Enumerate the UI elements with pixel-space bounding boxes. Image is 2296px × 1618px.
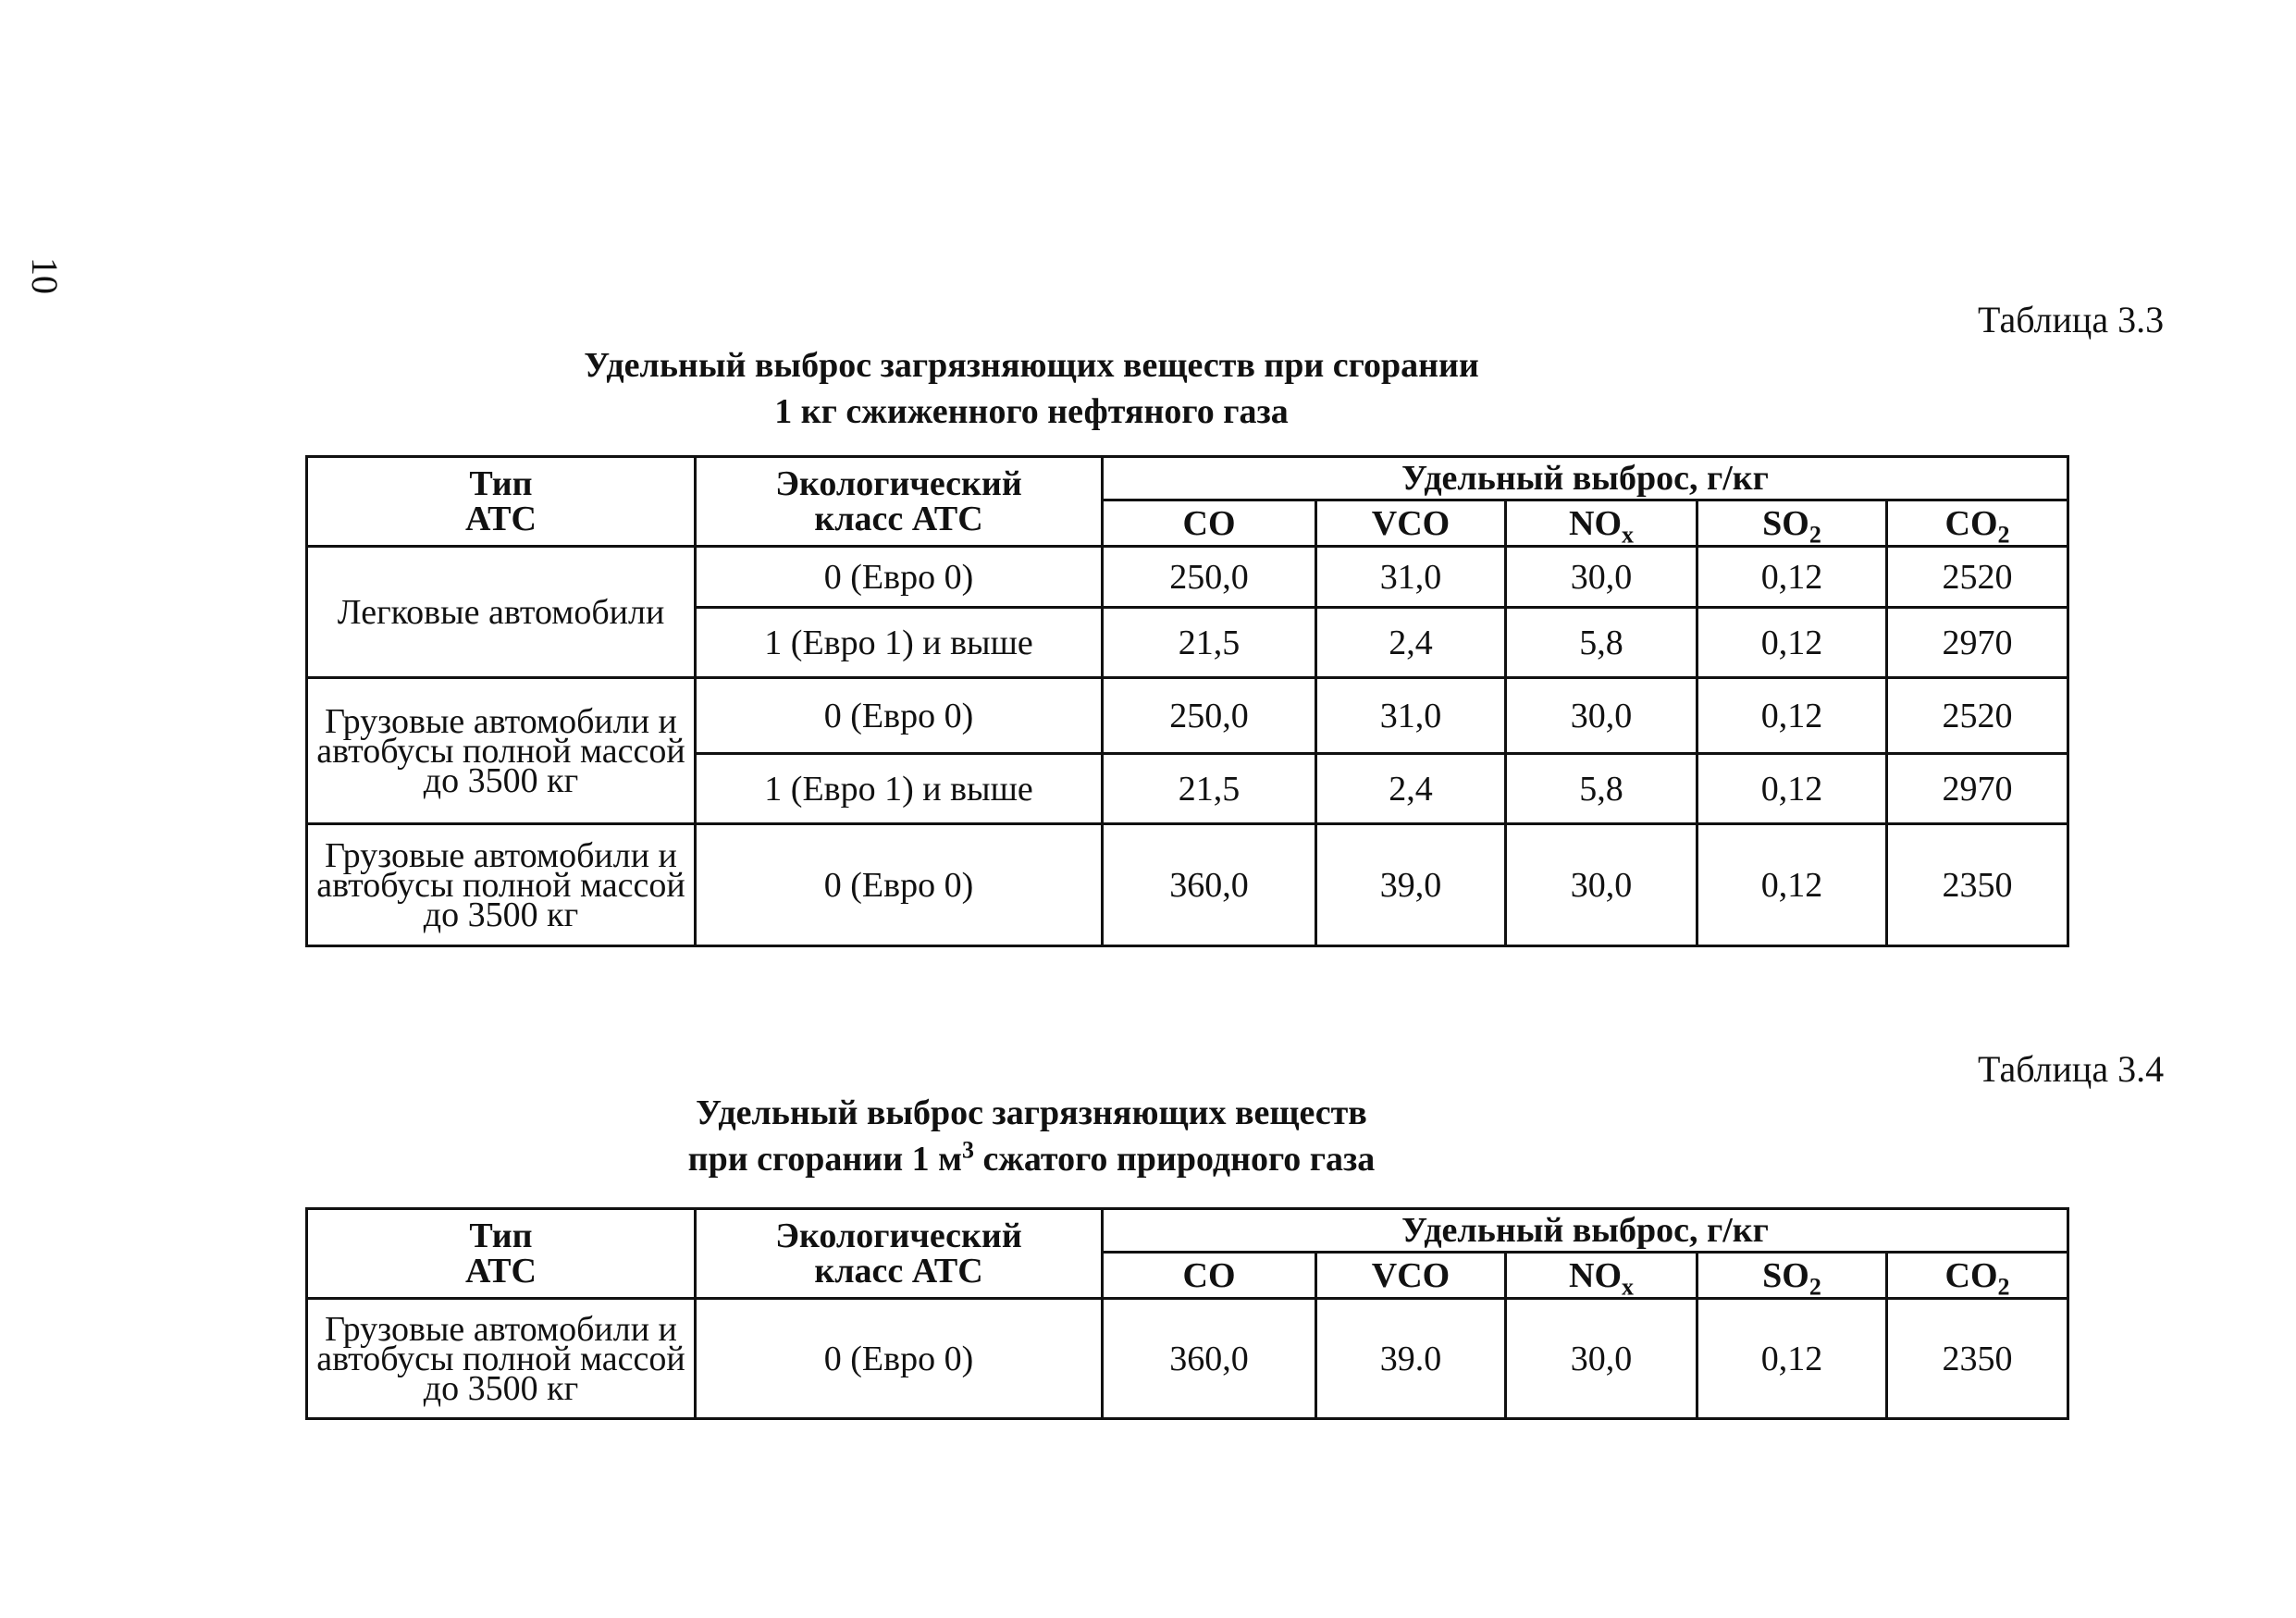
co-cell: 21,5 xyxy=(1103,608,1316,678)
header-vehicle-type xyxy=(307,457,696,547)
header-text: Тип xyxy=(469,464,533,503)
co-cell: 250,0 xyxy=(1103,678,1316,754)
header-subscript: 2 xyxy=(1808,521,1821,549)
vco-cell: 39,0 xyxy=(1316,824,1506,946)
table-label: Таблица 3.4 xyxy=(1978,1048,2165,1090)
vco-cell: 2,4 xyxy=(1316,754,1506,824)
title-text: сжатого природного газа xyxy=(973,1140,1376,1179)
header-subscript: 2 xyxy=(1997,1273,2010,1301)
so2-cell: 0,12 xyxy=(1697,754,1887,824)
header-text: NO xyxy=(1569,503,1622,543)
co2-cell: 2970 xyxy=(1887,608,2068,678)
header-emission: Удельный выброс, г/кг xyxy=(1103,457,2068,500)
eco-class-cell: 0 (Евро 0) xyxy=(696,678,1103,754)
vehicle-type-cell: Грузовые автомобили и автобусы полной массой до 3500 кг xyxy=(307,824,696,946)
so2-cell: 0,12 xyxy=(1697,678,1887,754)
vco-cell: 31,0 xyxy=(1316,547,1506,608)
eco-class-cell: 0 (Евро 0) xyxy=(696,824,1103,946)
co-cell: 360,0 xyxy=(1103,824,1316,946)
co2-cell: 2350 xyxy=(1887,824,2068,946)
table-title-line: Удельный выброс загрязняющих веществ xyxy=(696,1093,1367,1132)
nox-cell: 5,8 xyxy=(1506,608,1697,678)
header-text: АТС xyxy=(465,1252,537,1291)
header-emission: Удельный выброс, г/кг xyxy=(1103,1209,2068,1253)
table-title xyxy=(305,1090,1758,1182)
header-co: CO xyxy=(1103,500,1316,547)
so2-cell: 0,12 xyxy=(1697,824,1887,946)
nox-cell: 30,0 xyxy=(1506,547,1697,608)
header-eco-class xyxy=(696,1209,1103,1299)
header-subscript: x xyxy=(1622,521,1634,549)
vco-cell: 2,4 xyxy=(1316,608,1506,678)
header-so2 xyxy=(1697,500,1887,547)
header-vco: VCO xyxy=(1316,1253,1506,1299)
header-text: класс АТС xyxy=(814,500,983,538)
vco-cell: 39.0 xyxy=(1316,1299,1506,1419)
page-number: 10 xyxy=(24,257,66,294)
header-text: SO xyxy=(1762,1255,1809,1295)
header-text: класс АТС xyxy=(814,1252,983,1291)
table-row xyxy=(307,678,2068,754)
title-text: при сгорании 1 м xyxy=(687,1140,962,1179)
so2-cell: 0,12 xyxy=(1697,547,1887,608)
header-text: CO xyxy=(1944,503,1998,543)
so2-cell: 0,12 xyxy=(1697,1299,1887,1419)
header-vco: VCO xyxy=(1316,500,1506,547)
title-superscript: 3 xyxy=(961,1136,974,1164)
table-title-line: Удельный выброс загрязняющих веществ при сгорании xyxy=(584,346,1479,385)
header-text: Тип xyxy=(469,1217,533,1255)
header-co2 xyxy=(1887,500,2068,547)
header-subscript: 2 xyxy=(1808,1273,1821,1301)
table-title xyxy=(305,342,1758,435)
nox-cell: 30,0 xyxy=(1506,824,1697,946)
table-title-line: 1 кг сжиженного нефтяного газа xyxy=(774,392,1289,431)
co-cell: 21,5 xyxy=(1103,754,1316,824)
co2-cell: 2520 xyxy=(1887,678,2068,754)
header-text: Экологический xyxy=(775,464,1022,503)
header-text: АТС xyxy=(465,500,537,538)
header-text: SO xyxy=(1762,503,1809,543)
header-co2 xyxy=(1887,1253,2068,1299)
table-row xyxy=(307,824,2068,946)
eco-class-cell: 0 (Евро 0) xyxy=(696,1299,1103,1419)
header-eco-class xyxy=(696,457,1103,547)
eco-class-cell: 0 (Евро 0) xyxy=(696,547,1103,608)
co-cell: 360,0 xyxy=(1103,1299,1316,1419)
vco-cell: 31,0 xyxy=(1316,678,1506,754)
table-row xyxy=(307,1299,2068,1419)
co2-cell: 2520 xyxy=(1887,547,2068,608)
vehicle-type-cell: Легковые автомобили xyxy=(307,547,696,678)
header-text: NO xyxy=(1569,1255,1622,1295)
nox-cell: 30,0 xyxy=(1506,678,1697,754)
header-nox xyxy=(1506,1253,1697,1299)
co2-cell: 2970 xyxy=(1887,754,2068,824)
header-nox xyxy=(1506,500,1697,547)
header-vehicle-type xyxy=(307,1209,696,1299)
header-so2 xyxy=(1697,1253,1887,1299)
emissions-table-cng xyxy=(305,1207,2069,1420)
header-subscript: 2 xyxy=(1997,521,2010,549)
header-text: Экологический xyxy=(775,1217,1022,1255)
table-row xyxy=(307,547,2068,608)
header-text: CO xyxy=(1944,1255,1998,1295)
eco-class-cell: 1 (Евро 1) и выше xyxy=(696,608,1103,678)
emissions-table-lpg xyxy=(305,455,2069,947)
vehicle-type-cell: Грузовые автомобили и автобусы полной массой до 3500 кг xyxy=(307,1299,696,1419)
vehicle-type-cell: Грузовые автомобили и автобусы полной массой до 3500 кг xyxy=(307,678,696,824)
so2-cell: 0,12 xyxy=(1697,608,1887,678)
header-subscript: x xyxy=(1622,1273,1634,1301)
nox-cell: 5,8 xyxy=(1506,754,1697,824)
co2-cell: 2350 xyxy=(1887,1299,2068,1419)
eco-class-cell: 1 (Евро 1) и выше xyxy=(696,754,1103,824)
table-title-line xyxy=(305,1136,1758,1182)
header-co: CO xyxy=(1103,1253,1316,1299)
table-label: Таблица 3.3 xyxy=(1978,299,2165,340)
nox-cell: 30,0 xyxy=(1506,1299,1697,1419)
co-cell: 250,0 xyxy=(1103,547,1316,608)
